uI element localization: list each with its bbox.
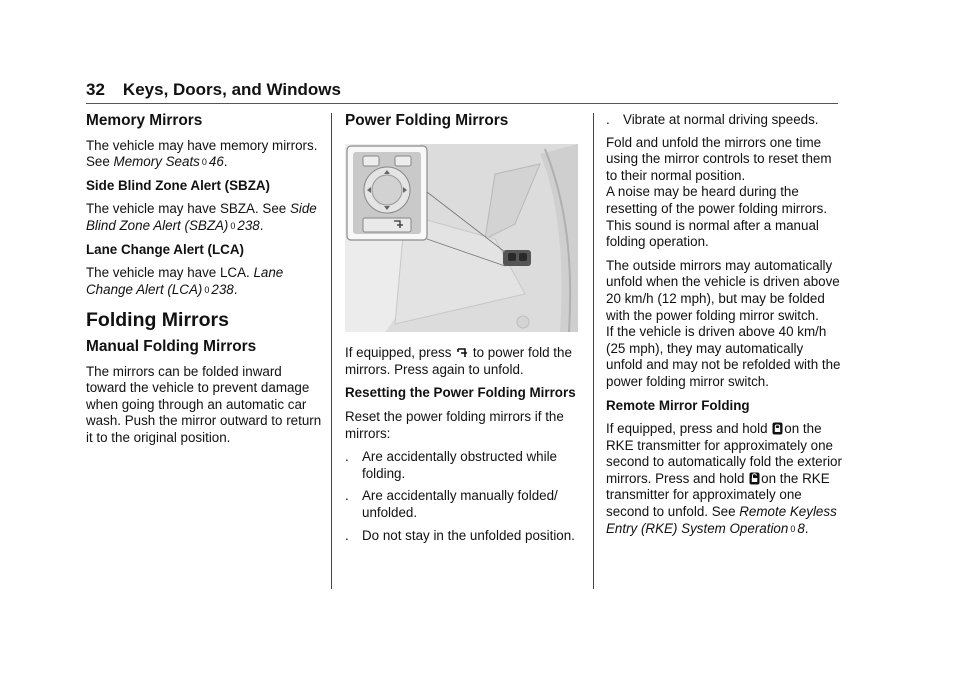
folding-mirrors-heading: Folding Mirrors xyxy=(86,309,229,332)
chapter-title: Keys, Doors, and Windows xyxy=(122,80,341,99)
auto-unfold-paragraph: The outside mirrors may automatically unfold when the vehicle is driven above 20 km/h (12 mph), but may be folded with the power folding mirror switch. xyxy=(606,257,840,323)
auto-unfold-40-paragraph: If the vehicle is driven above 40 km/h (25 mph), they may automatically unfold and may not be refolded with the power folding mirror switch. xyxy=(606,324,841,389)
manual-folding-text: The mirrors can be folded inward toward the vehicle to prevent damage when going through an automatic car wash. Push the mirror outward to return it to the original position. xyxy=(86,363,322,445)
lca-text: The vehicle may have LCA. Lane Change Alert (LCA) 0 238. xyxy=(86,265,284,297)
list-item: . Do not stay in the unfolded position. xyxy=(345,527,575,543)
unlock-icon xyxy=(749,472,760,485)
power-fold-instructions: If equipped, press to power fold the mirrors. Press again to unfold. xyxy=(345,345,572,377)
header-rule xyxy=(86,103,838,104)
power-folding-heading: Power Folding Mirrors xyxy=(345,112,509,129)
lca-link[interactable]: Lane Change Alert (LCA) xyxy=(86,265,284,297)
list-item: . Are accidentally manually folded/ unfolded. xyxy=(345,488,558,520)
column-1 xyxy=(86,108,322,454)
column-3 xyxy=(606,108,842,544)
mirror-fold-icon xyxy=(456,347,468,359)
column-divider-2 xyxy=(593,113,594,589)
reset-conditions-list xyxy=(345,449,581,544)
mirror-switch-illustration xyxy=(345,144,578,332)
remote-folding-text: If equipped, press and hold on the RKE transmitter for approximately one second to automatically fold the exterior mirrors. Press and hold on the RKE transmitter for approximately one second to unfold. See Remote Keyless Entry (RKE) System Operation 0 8. xyxy=(606,421,842,536)
lca-heading: Lane Change Alert (LCA) xyxy=(86,241,244,257)
remote-folding-heading: Remote Mirror Folding xyxy=(606,397,750,413)
reset-conditions-list-cont xyxy=(606,112,842,129)
column-2 xyxy=(345,108,581,550)
memory-mirrors-text: The vehicle may have memory mirrors. See Memory Seats 0 46. xyxy=(86,137,318,170)
memory-mirrors-heading: Memory Mirrors xyxy=(86,112,203,129)
list-item: . Vibrate at normal driving speeds. xyxy=(606,112,819,127)
reset-paragraph: Fold and unfold the mirrors one time using the mirror controls to reset them to their normal position. xyxy=(606,134,832,183)
noise-paragraph: A noise may be heard during the resetting of the power folding mirrors. This sound is normal after a manual folding operation. xyxy=(606,184,828,250)
resetting-heading: Resetting the Power Folding Mirrors xyxy=(345,385,576,401)
list-item: . Are accidentally obstructed while folding. xyxy=(345,449,558,481)
rke-system-link[interactable]: Remote Keyless Entry (RKE) System Operation xyxy=(606,504,837,536)
resetting-intro: Reset the power folding mirrors if the mirrors: xyxy=(345,408,564,441)
lock-icon xyxy=(772,422,783,435)
sbza-heading: Side Blind Zone Alert (SBZA) xyxy=(86,177,270,193)
memory-seats-link[interactable]: Memory Seats xyxy=(113,154,200,170)
manual-folding-heading: Manual Folding Mirrors xyxy=(86,337,257,355)
column-divider-1 xyxy=(331,113,332,589)
page-header xyxy=(86,80,341,100)
sbza-text: The vehicle may have SBZA. See Side Blind Zone Alert (SBZA) 0 238. xyxy=(86,201,317,233)
sbza-link[interactable]: Side Blind Zone Alert (SBZA) xyxy=(86,201,317,233)
page-number: 32 xyxy=(86,80,105,99)
